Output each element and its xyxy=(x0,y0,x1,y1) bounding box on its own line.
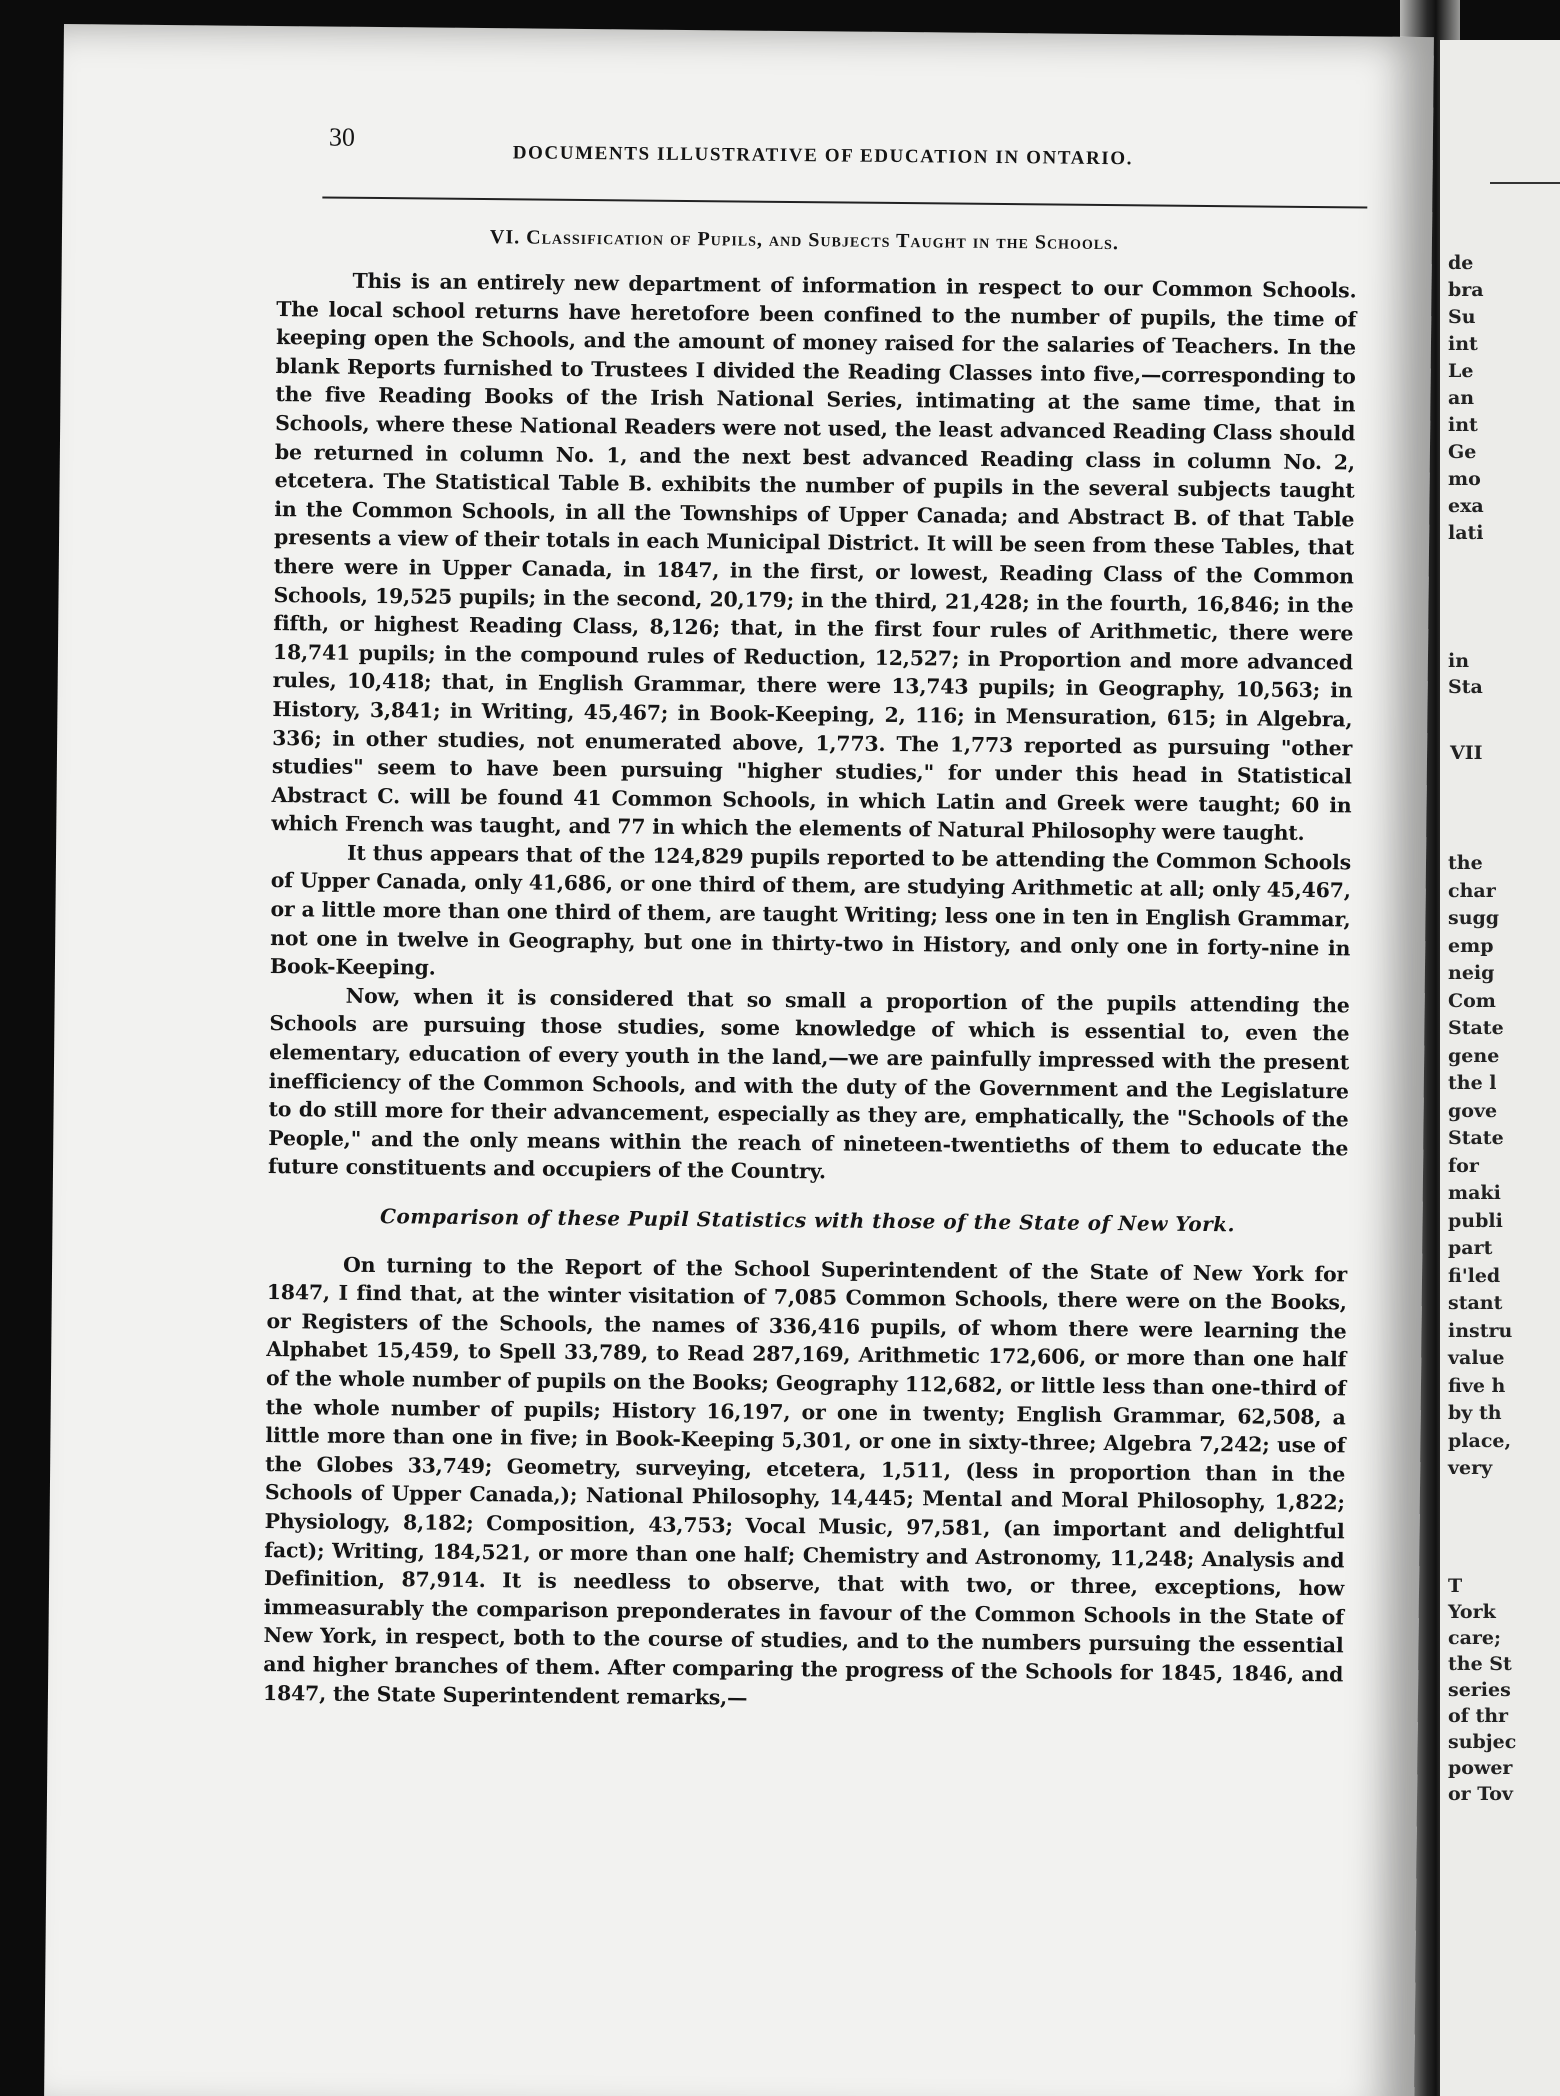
facing-page-fragment: five h xyxy=(1448,1374,1506,1397)
facing-page-fragment: gove xyxy=(1448,1099,1498,1122)
body-text xyxy=(263,266,1357,1717)
facing-page-fragment: mo xyxy=(1448,468,1481,490)
facing-page-fragment: in xyxy=(1448,650,1470,672)
facing-page-fragment: int xyxy=(1448,333,1478,355)
facing-page-fragment: Sta xyxy=(1448,676,1483,698)
facing-page-fragment: Le xyxy=(1448,360,1474,382)
facing-page-fragment: an xyxy=(1448,387,1475,409)
facing-page-fragment: emp xyxy=(1448,934,1494,957)
page-number: 30 xyxy=(328,122,356,152)
facing-page-fragment: stant xyxy=(1448,1292,1503,1314)
facing-page-fragment: char xyxy=(1448,879,1496,902)
facing-page-fragment: fi'led xyxy=(1448,1264,1501,1287)
facing-page-fragment: State xyxy=(1448,1017,1504,1039)
paragraph: On turning to the Report of the School Superintendent of the State of New York for 1847, I find that, at the winter visitation of 7,085 Common Schools, there were on the Books, or Registers of the Schools, the names of 336,416 pupils, of whom there were learning the Alphabet 15,459, to Spell 33,789, to Read 287,169, Arithmetic 172,606, or more than one half of the whole number of pupils on the Books; Geography 112,682, or little less than one-third of the whole number of pupils; History 16,197, or one in twenty; English Grammar, 62,508, a little more than one in five; in Book-Keeping 5,301, or one in sixty-three; Algebra 7,242; use of the Globes 33,749; Geometry, surveying, etcetera, 1,511, (less in proportion than in the Schools of Upper Canada,); National Philosophy, 14,445; Mental and Moral Philosophy, 1,822; Physiology, 8,182; Composition, 43,753; Vocal Music, 97,581, (an important and delightful fact); Writing, 184,521, or more than one half; Chemistry and Astronomy, 11,248; Analysis and Definition, 87,914. It is needless to observe, that with two, or three, exceptions, how immeasurably the comparison preponderates in favour of the Common Schools in the State of New York, in respect, both to the course of studies, and to the numbers pursuing the essential and higher branches of them. After comparing the progress of the Schools for 1845, 1846, and 1847, the State Superintendent remarks,— xyxy=(262,1252,1348,1710)
facing-page-fragment: the St xyxy=(1448,1653,1512,1675)
facing-page-fragment: place, xyxy=(1448,1429,1512,1452)
header-rule xyxy=(322,196,1367,208)
facing-page-fragment: de xyxy=(1448,252,1474,274)
facing-page-fragment: Ge xyxy=(1448,441,1477,463)
facing-page-fragment: or Tov xyxy=(1448,1783,1513,1805)
facing-page-fragment: value xyxy=(1448,1347,1505,1369)
paragraph: It thus appears that of the 124,829 pupils reported to be attending the Common Schools of Upper Canada, only 41,686, or one third of them, are studying Arithmetic at all; only 45,467, or a little more than one third of them, are taught Writing; less one in ten in English Grammar, not one in twelve in Geography, but one in thirty-two in History, and only one in forty-nine in Book-Keeping. xyxy=(269,840,1352,980)
subheading: Comparison of these Pupil Statistics with those of the State of New York. xyxy=(379,1204,1236,1237)
facing-page-fragment: neig xyxy=(1448,962,1495,984)
facing-page-fragment: sugg xyxy=(1448,907,1500,929)
facing-page-fragment: T xyxy=(1448,1575,1463,1597)
facing-page-fragment: York xyxy=(1448,1601,1496,1623)
facing-page-fragment: publi xyxy=(1448,1209,1503,1232)
running-head: DOCUMENTS ILLUSTRATIVE OF EDUCATION IN ONTARIO. xyxy=(512,142,1134,170)
facing-page-fragment: exa xyxy=(1448,495,1484,517)
paragraph: Now, when it is considered that so small a proportion of the pupils attending the Schools are pursuing those studies, some knowledge of which is essential to, even the elementary, education of every youth in the land,—we are painfully impressed with the present inefficiency of the Common Schools, and with the duty of the Government and the Legislature to do still more for their advancement, especially as they are, emphatically, the "Schools of the People," and the only means within the reach of nineteen-twentieths of them to educate the future constituents and occupiers of the Country. xyxy=(267,983,1350,1184)
facing-page-fragment: power xyxy=(1448,1757,1513,1779)
facing-page-fragment: bra xyxy=(1448,279,1484,301)
facing-page-fragment: lati xyxy=(1448,522,1484,544)
facing-page-fragment: VII xyxy=(1450,742,1483,764)
facing-page-fragment: Com xyxy=(1448,989,1496,1012)
facing-page-fragment: for xyxy=(1448,1154,1479,1177)
facing-page-fragment: part xyxy=(1448,1237,1493,1259)
facing-page-fragment: the l xyxy=(1448,1072,1497,1094)
facing-page-fragment: very xyxy=(1448,1457,1493,1479)
paragraph: This is an entirely new department of information in respect to our Common Schools. The local school returns have heretofore been confined to the number of pupils, the time of keeping open the Schools, and the amount of money raised for the salaries of Teachers. In the blank Reports furnished to Trustees I divided the Reading Classes into five,—corresponding to the five Reading Books of the Irish National Series, intimating at the same time, that in Schools, where these National Readers were not used, the least advanced Reading Class should be returned in column No. 1, and the next best advanced Reading class in column No. 2, etcetera. The Statistical Table B. exhibits the number of pupils in the several subjects taught in the Common Schools, in all the Townships of Upper Canada; and Abstract B. of that Table presents a view of their totals in each Municipal District. It will be seen from these Tables, that there were in Upper Canada, in 1847, in the first, or lowest, Reading Class of the Common Schools, 19,525 pupils; in the second, 20,179; in the third, 21,428; in the fourth, 16,846; in the fifth, or highest Reading Class, 8,126; that, in the first four rules of Arithmetic, there were 18,741 pupils; in the compound rules of Reduction, 12,527; in Proportion and more advanced rules, 10,418; that, in English Grammar, there were 13,743 pupils; in Geography, 10,563; in History, 3,841; in Writing, 45,467; in Book-Keeping, 2, 116; in Mensuration, 615; in Algebra, 336; in other studies, not enumerated above, 1,773. The 1,773 reported as pursuing "other studies" seem to have been pursuing "higher studies," for under this head in Statistical Abstract C. will be found 41 Common Schools, in which Latin and Greek were taught; 60 in which French was taught, and 77 in which the elements of Natural Philosophy were taught. xyxy=(271,268,1357,846)
facing-page-fragment: instru xyxy=(1448,1319,1513,1342)
facing-page-fragment: care; xyxy=(1448,1627,1501,1649)
facing-page-fragment: gene xyxy=(1448,1044,1500,1067)
facing-page-fragment: State xyxy=(1448,1127,1504,1149)
page-content xyxy=(253,96,1358,1710)
facing-page-fragment: maki xyxy=(1448,1182,1501,1204)
facing-page-fragment: of thr xyxy=(1448,1705,1509,1727)
facing-page-fragment: the xyxy=(1448,852,1483,874)
section-title: VI. Classification of Pupils, and Subjects Taught in the Schools. xyxy=(489,226,1120,255)
facing-page-fragment: by th xyxy=(1448,1402,1502,1424)
facing-page-rule xyxy=(1490,182,1560,184)
facing-page-fragment: int xyxy=(1448,414,1478,436)
facing-page-fragment: Su xyxy=(1448,306,1476,328)
left-page xyxy=(44,24,1434,2096)
page-header xyxy=(253,96,1358,170)
facing-page-fragment: subjec xyxy=(1448,1731,1517,1753)
facing-page-fragment: series xyxy=(1448,1679,1511,1701)
